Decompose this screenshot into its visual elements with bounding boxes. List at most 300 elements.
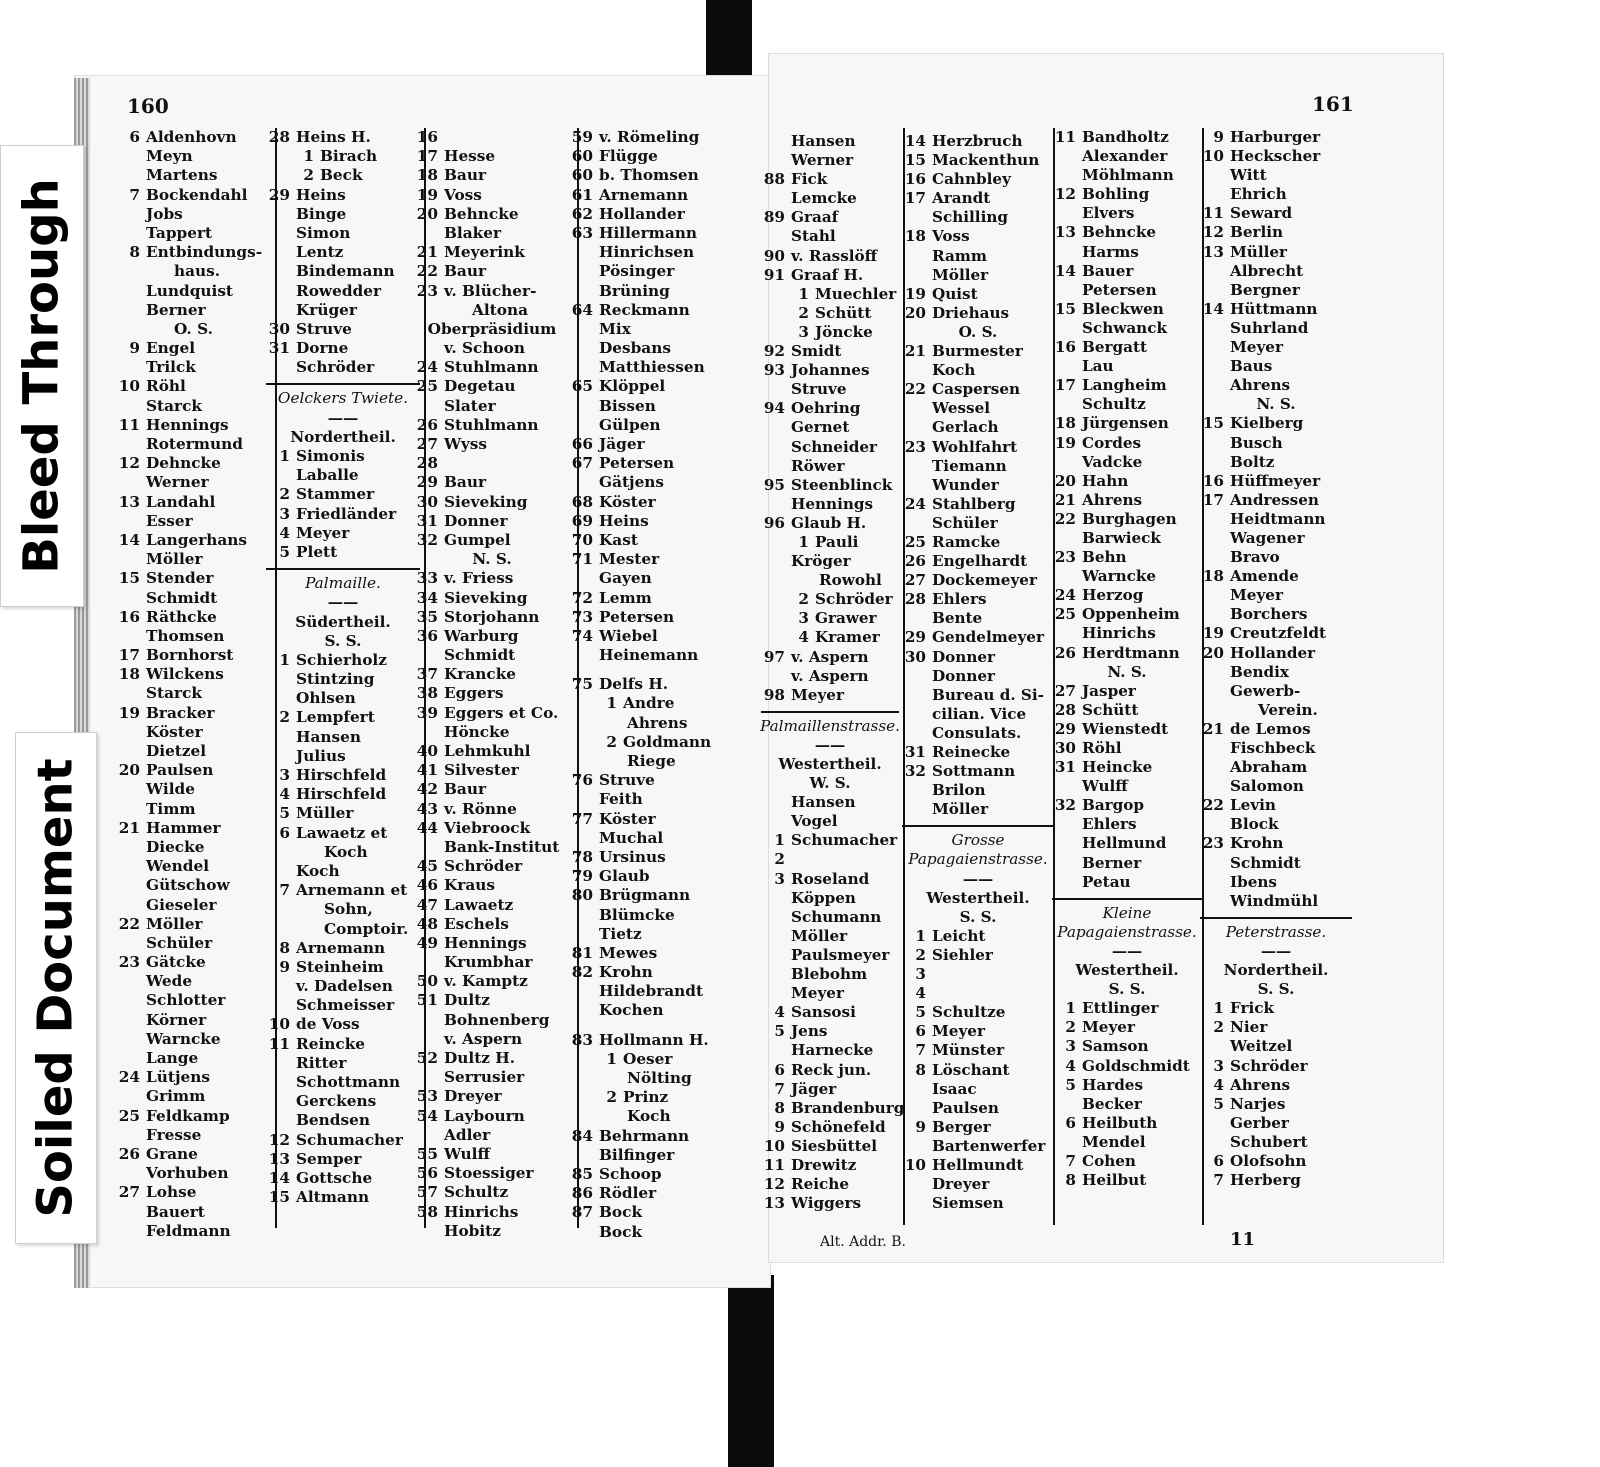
directory-entry <box>898 418 1058 437</box>
directory-column-1 <box>112 128 272 1241</box>
resident-name: Levin <box>1230 796 1276 815</box>
house-number: 90 <box>763 246 785 265</box>
house-number: 79 <box>571 867 593 886</box>
house-number: 6 <box>915 1022 926 1041</box>
directory-entry <box>410 1049 574 1068</box>
house-number: 89 <box>763 208 785 227</box>
directory-entry <box>757 399 903 418</box>
house-number: 1 <box>606 694 617 713</box>
directory-entry <box>112 473 272 492</box>
directory-entry <box>565 147 737 166</box>
directory-entry <box>757 457 903 476</box>
house-number: 6 <box>129 128 140 146</box>
resident-name: Ahrens <box>1082 490 1143 509</box>
resident-name: Lütjens <box>146 1068 210 1087</box>
resident-name: Wienstedt <box>1082 719 1169 738</box>
directory-entry <box>757 908 903 927</box>
house-number: 76 <box>571 771 593 790</box>
directory-entry <box>1196 644 1356 663</box>
house-number: 9 <box>279 957 290 976</box>
house-number: 15 <box>118 569 140 588</box>
resident-name: Arnemann <box>599 185 689 204</box>
resident-name: Dultz <box>444 991 490 1010</box>
resident-name: Mackenthun <box>932 151 1040 170</box>
directory-entry <box>1196 262 1356 281</box>
resident-name: Heins H. <box>296 128 371 146</box>
directory-entry <box>1048 185 1206 204</box>
directory-entry <box>757 927 903 946</box>
house-number: 17 <box>1054 376 1076 395</box>
section-rule <box>266 568 420 570</box>
directory-entry <box>262 804 424 823</box>
directory-entry <box>410 780 574 799</box>
directory-entry <box>757 533 903 552</box>
directory-entry <box>565 205 737 224</box>
resident-name: Hüffmeyer <box>1230 471 1321 490</box>
resident-name: Schütt <box>1082 700 1139 719</box>
resident-name: Bockendahl <box>146 185 248 204</box>
resident-name: Amende <box>1230 567 1299 586</box>
resident-name: Möller <box>932 800 989 819</box>
house-number: 5 <box>1065 1075 1076 1094</box>
resident-name: Schröder <box>1230 1056 1308 1075</box>
resident-name: Schumacher <box>791 831 898 850</box>
street-heading: Oelckers Twiete. <box>277 389 409 408</box>
resident-name: Warncke <box>1082 567 1157 586</box>
directory-entry <box>262 505 424 524</box>
house-number: 18 <box>1054 414 1076 433</box>
directory-entry <box>757 476 903 495</box>
house-number: 24 <box>416 358 438 377</box>
directory-entry <box>410 1087 574 1106</box>
resident-name: Hirschfeld <box>296 785 387 804</box>
directory-entry <box>565 454 737 473</box>
directory-entry <box>1196 999 1356 1018</box>
house-number: 34 <box>416 588 438 607</box>
resident-name: Gätjens <box>599 473 665 492</box>
directory-entry <box>1196 586 1356 605</box>
directory-entry <box>757 189 903 208</box>
resident-name: Schmidt <box>444 646 516 665</box>
resident-name: Wulff <box>1082 777 1128 796</box>
resident-name: Lehmkuhl <box>444 742 531 760</box>
resident-name: Petersen <box>599 607 675 626</box>
house-number: 83 <box>571 1030 593 1049</box>
resident-name: Schneider <box>791 437 878 456</box>
directory-entry <box>410 934 574 953</box>
directory-entry <box>112 282 272 301</box>
resident-name: Degetau <box>444 377 516 396</box>
resident-name: Barwieck <box>1082 528 1161 547</box>
directory-entry <box>898 1061 1058 1080</box>
resident-name: Smidt <box>791 342 842 361</box>
directory-entry <box>757 266 903 285</box>
house-number: 7 <box>774 1079 785 1098</box>
house-number: 37 <box>416 665 438 684</box>
resident-name: Laybourn <box>444 1106 525 1125</box>
resident-name: Paulsen <box>146 761 214 780</box>
house-number: 26 <box>118 1144 140 1163</box>
resident-name: Stuhlmann <box>444 358 539 377</box>
resident-name: Wohlfahrt <box>932 437 1018 456</box>
directory-entry <box>565 358 737 377</box>
directory-entry <box>112 684 272 703</box>
resident-name: Baur <box>444 780 487 799</box>
directory-entry <box>1048 491 1206 510</box>
house-number: 29 <box>904 628 926 647</box>
house-number: 40 <box>416 742 438 760</box>
directory-entry <box>112 800 272 819</box>
directory-entry <box>1196 663 1356 682</box>
directory-entry <box>1048 529 1206 548</box>
directory-entry <box>112 915 272 934</box>
resident-name: Esser <box>146 511 193 530</box>
resident-name: Kochen <box>599 1001 664 1020</box>
house-number: 2 <box>798 303 809 322</box>
resident-name: Reckmann <box>599 300 690 319</box>
directory-entry <box>565 675 737 694</box>
directory-entry <box>757 1003 903 1022</box>
resident-name: v. Aspern <box>444 1029 523 1048</box>
house-number: 9 <box>1213 128 1224 146</box>
directory-entry <box>112 1203 272 1222</box>
directory-entry <box>1048 395 1206 414</box>
directory-entry <box>565 982 737 1001</box>
resident-name: Dockemeyer <box>932 571 1037 590</box>
resident-name: Gottsche <box>296 1168 373 1187</box>
directory-entry <box>410 186 574 205</box>
directory-entry <box>1196 758 1356 777</box>
resident-name: Rödler <box>599 1184 657 1203</box>
directory-entry <box>1048 1152 1206 1171</box>
directory-entry <box>410 262 574 281</box>
directory-entry <box>410 991 574 1010</box>
resident-name: Engel <box>146 339 196 358</box>
house-number: 8 <box>774 1098 785 1117</box>
directory-entry <box>1048 854 1206 873</box>
house-number: 1 <box>1213 999 1224 1018</box>
resident-name: Creutzfeldt <box>1230 624 1327 643</box>
directory-entry <box>1048 1037 1206 1056</box>
house-number: 95 <box>763 475 785 494</box>
resident-name: Ibens <box>1230 872 1277 891</box>
directory-entry <box>565 714 737 733</box>
resident-name: Wilckens <box>146 665 224 684</box>
section-label: Nordertheil. <box>290 427 396 446</box>
resident-name: Rowohl <box>819 571 882 590</box>
resident-name: Heinemann <box>599 646 699 665</box>
directory-entry <box>112 569 272 588</box>
directory-entry <box>262 205 424 224</box>
directory-entry <box>410 953 574 972</box>
directory-entry <box>112 972 272 991</box>
house-number: 2 <box>1213 1018 1224 1037</box>
directory-entry <box>410 704 574 723</box>
directory-entry <box>410 1183 574 1202</box>
house-number: 3 <box>798 609 809 628</box>
resident-name: Frick <box>1230 999 1275 1018</box>
directory-entry <box>262 128 424 147</box>
directory-entry <box>1196 1133 1356 1152</box>
house-number: 11 <box>763 1155 785 1174</box>
directory-entry <box>757 686 903 705</box>
directory-entry <box>1196 701 1356 720</box>
directory-entry <box>898 590 1058 609</box>
resident-name: Heins <box>296 185 346 204</box>
resident-name: Bendsen <box>296 1111 370 1130</box>
resident-name: Andre <box>623 694 675 713</box>
house-number: 1 <box>303 147 314 166</box>
house-number: 96 <box>763 513 785 532</box>
resident-name: Struve <box>599 771 655 790</box>
resident-name: Gayen <box>599 569 652 588</box>
resident-name: Ehlers <box>932 590 987 609</box>
directory-entry <box>898 965 1058 984</box>
directory-entry <box>757 1041 903 1060</box>
resident-name: v. Schoon <box>444 339 526 358</box>
directory-entry <box>112 166 272 185</box>
directory-entry <box>112 301 272 320</box>
resident-name: Albrecht <box>1230 261 1304 280</box>
directory-entry <box>1196 491 1356 510</box>
directory-entry <box>262 920 424 939</box>
directory-entry <box>1196 739 1356 758</box>
resident-name: Langerhans <box>146 530 248 549</box>
resident-name: Wiebel <box>599 626 658 645</box>
directory-entry <box>112 608 272 627</box>
house-number: 10 <box>1202 147 1224 166</box>
house-number: 15 <box>1202 414 1224 433</box>
resident-name: Wessel <box>932 399 991 418</box>
directory-entry <box>757 552 903 571</box>
resident-name: Grimm <box>146 1087 206 1106</box>
directory-entry <box>565 1107 737 1126</box>
resident-name: Block <box>1230 815 1279 834</box>
resident-name: Oehring <box>791 399 861 418</box>
signature-mark: 11 <box>1230 1229 1256 1250</box>
resident-name: Alexander <box>1082 147 1168 166</box>
resident-name: Berner <box>1082 853 1142 872</box>
directory-entry <box>757 609 903 628</box>
directory-entry <box>1048 204 1206 223</box>
resident-name: Langheim <box>1082 376 1167 395</box>
directory-entry <box>757 870 903 889</box>
house-number: 98 <box>763 685 785 704</box>
house-number: 1 <box>279 650 290 669</box>
house-number: 45 <box>416 857 438 876</box>
resident-name: Jasper <box>1082 681 1136 700</box>
resident-name: Ahrens <box>1230 1075 1291 1094</box>
resident-name: Meyer <box>932 1022 985 1041</box>
directory-entry <box>262 977 424 996</box>
directory-entry <box>262 147 424 166</box>
house-number: 30 <box>268 319 290 338</box>
directory-entry <box>410 416 574 435</box>
resident-name: Oppenheim <box>1082 605 1180 624</box>
house-number: 3 <box>279 504 290 523</box>
house-number: 39 <box>416 703 438 722</box>
directory-entry <box>565 925 737 944</box>
house-number: 18 <box>1202 567 1224 586</box>
directory-entry <box>1196 854 1356 873</box>
directory-entry <box>757 304 903 323</box>
directory-entry <box>898 1041 1058 1060</box>
directory-entry <box>1196 147 1356 166</box>
directory-entry <box>410 915 574 934</box>
directory-entry <box>757 380 903 399</box>
directory-entry <box>565 377 737 396</box>
directory-entry <box>1048 281 1206 300</box>
house-number: 25 <box>118 1106 140 1125</box>
directory-entry <box>262 785 424 804</box>
resident-name: Paulsen <box>932 1098 999 1117</box>
resident-name: Delfs H. <box>599 675 669 694</box>
resident-name: Bohnenberg <box>444 1010 550 1029</box>
directory-entry <box>565 1127 737 1146</box>
resident-name: Mendel <box>1082 1132 1146 1151</box>
directory-entry <box>1048 1114 1206 1133</box>
resident-name: Graaf H. <box>791 265 864 284</box>
directory-entry <box>757 227 903 246</box>
resident-name: Lentz <box>296 243 344 262</box>
directory-entry <box>565 435 737 454</box>
resident-name: Möller <box>146 550 203 569</box>
directory-entry <box>565 397 737 416</box>
resident-name: Herdtmann <box>1082 643 1180 662</box>
resident-name: Jäger <box>599 435 645 453</box>
directory-entry <box>898 266 1058 285</box>
directory-entry <box>410 819 574 838</box>
directory-entry <box>565 320 737 339</box>
section-label: Südertheil. <box>295 612 391 631</box>
house-number: 91 <box>763 265 785 284</box>
resident-name: Herberg <box>1230 1171 1301 1190</box>
house-number: 5 <box>279 542 290 561</box>
directory-entry <box>757 831 903 850</box>
house-number: 2 <box>606 732 617 751</box>
resident-name: Arnemann <box>296 938 386 957</box>
house-number: 2 <box>606 1088 617 1107</box>
directory-entry <box>565 282 737 301</box>
directory-entry <box>112 665 272 684</box>
house-number: 23 <box>1054 548 1076 567</box>
resident-name: Lundquist <box>146 281 234 300</box>
directory-entry <box>898 533 1058 552</box>
house-number: 32 <box>1054 796 1076 815</box>
house-number: 2 <box>279 708 290 727</box>
house-number: 20 <box>1202 643 1224 662</box>
directory-entry <box>262 262 424 281</box>
heading-dash: —— <box>962 869 994 888</box>
resident-name: Bank-Institut <box>444 837 560 856</box>
directory-entry <box>1048 1133 1206 1152</box>
page-footer: Alt. Addr. B. <box>820 1234 906 1250</box>
house-number: 85 <box>571 1164 593 1183</box>
resident-name: Voss <box>444 185 482 204</box>
directory-entry <box>898 170 1058 189</box>
directory-entry <box>1196 453 1356 472</box>
house-number: 3 <box>915 965 926 984</box>
resident-name: Landahl <box>146 492 216 511</box>
directory-entry <box>898 285 1058 304</box>
directory-entry <box>112 416 272 435</box>
directory-entry <box>565 243 737 262</box>
resident-name: Thomsen <box>146 626 225 645</box>
directory-entry <box>112 493 272 512</box>
directory-entry <box>1196 223 1356 242</box>
resident-name: Gewerb- <box>1230 681 1301 700</box>
directory-entry <box>1196 243 1356 262</box>
directory-entry <box>898 227 1058 246</box>
resident-name: Starck <box>146 396 202 415</box>
directory-entry <box>1196 796 1356 815</box>
house-number: 70 <box>571 530 593 549</box>
resident-name: Donner <box>444 511 508 530</box>
directory-entry <box>1048 414 1206 433</box>
resident-name: Busch <box>1230 433 1283 452</box>
directory-entry <box>262 320 424 339</box>
directory-entry <box>565 627 737 646</box>
directory-entry <box>1196 1037 1356 1056</box>
resident-name: Hobitz <box>444 1221 501 1240</box>
directory-entry <box>410 761 574 780</box>
directory-entry <box>1048 223 1206 242</box>
directory-entry <box>262 1188 424 1207</box>
resident-name: Werner <box>146 473 209 492</box>
directory-entry <box>410 282 574 301</box>
directory-entry <box>757 1194 903 1213</box>
directory-entry <box>112 953 272 972</box>
directory-entry <box>112 627 272 646</box>
directory-entry <box>1196 1171 1356 1190</box>
house-number: 13 <box>118 492 140 511</box>
resident-name: Bornhorst <box>146 646 234 665</box>
house-number: 6 <box>279 823 290 842</box>
directory-entry <box>410 1145 574 1164</box>
directory-entry <box>1048 758 1206 777</box>
resident-name: Heins <box>599 511 649 530</box>
house-number: 29 <box>1054 719 1076 738</box>
directory-entry <box>898 762 1058 781</box>
directory-entry <box>1048 453 1206 472</box>
directory-column-8 <box>1196 128 1356 1190</box>
street-heading: Peterstrasse. <box>1225 922 1327 941</box>
house-number: 17 <box>1202 490 1224 509</box>
house-number: 36 <box>416 626 438 645</box>
resident-name: Möhlmann <box>1082 166 1174 185</box>
directory-entry <box>1048 720 1206 739</box>
directory-entry <box>898 628 1058 647</box>
resident-name: Vorhuben <box>146 1164 229 1183</box>
directory-entry <box>112 550 272 569</box>
directory-entry <box>112 857 272 876</box>
resident-name: Blümcke <box>599 905 675 924</box>
resident-name: Schröder <box>444 857 523 876</box>
resident-name: Hildebrandt <box>599 982 704 1001</box>
house-number: 24 <box>1054 586 1076 605</box>
directory-entry <box>898 476 1058 495</box>
directory-entry <box>1048 777 1206 796</box>
house-number: 20 <box>118 761 140 780</box>
directory-entry <box>262 485 424 504</box>
resident-name: Schönefeld <box>791 1117 886 1136</box>
section-label: Oberpräsidium <box>427 319 557 338</box>
directory-entry <box>757 648 903 667</box>
resident-name: Schwanck <box>1082 318 1167 337</box>
house-number: 21 <box>904 342 926 361</box>
directory-entry <box>1048 376 1206 395</box>
directory-entry <box>565 829 737 848</box>
